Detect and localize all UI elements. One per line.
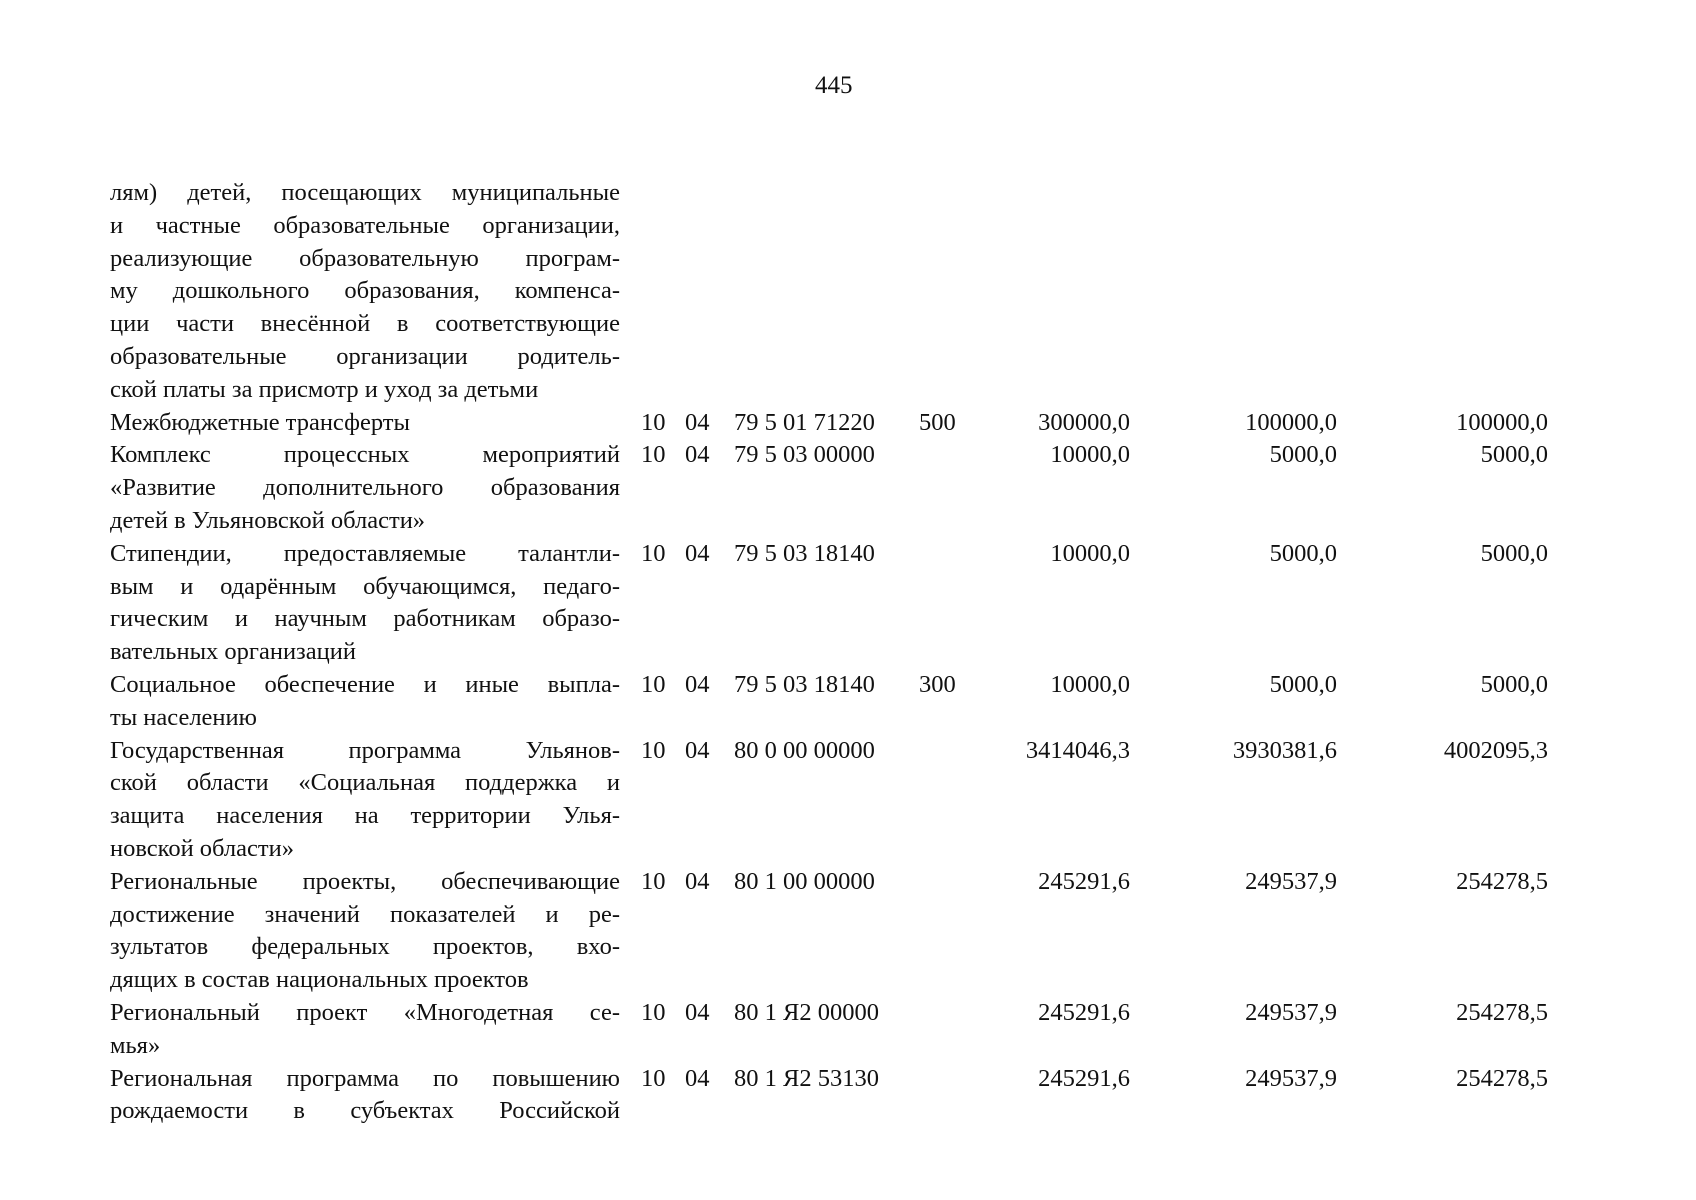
description-line: мья» <box>110 1031 161 1059</box>
table-row <box>110 407 1570 440</box>
row-description <box>110 439 620 537</box>
description-line: зультатов федеральных проектов, вхо- <box>110 933 620 961</box>
target-article-code: 80 1 Я2 53130 <box>734 1064 879 1092</box>
description-line: «Развитие дополнительного образования <box>110 474 620 502</box>
amount-year-2: 5000,0 <box>1269 670 1337 698</box>
description-line: Региональный проект «Многодетная се- <box>110 998 620 1026</box>
subsection-code: 04 <box>685 408 710 436</box>
target-article-code: 79 5 03 18140 <box>734 539 875 567</box>
description-line: Межбюджетные трансферты <box>110 408 410 436</box>
description-line: гическим и научным работникам образо- <box>110 605 620 633</box>
description-line: реализующие образовательную програм- <box>110 244 620 272</box>
section-code: 10 <box>641 408 666 436</box>
amount-year-3: 5000,0 <box>1480 539 1548 567</box>
amount-year-2: 249537,9 <box>1245 998 1337 1026</box>
row-description <box>110 407 620 440</box>
description-line: защита населения на территории Улья- <box>110 802 620 830</box>
amount-year-1: 3414046,3 <box>1025 736 1130 764</box>
description-line: и частные образовательные организации, <box>110 211 620 239</box>
amount-year-3: 5000,0 <box>1480 670 1548 698</box>
table-row <box>110 177 1570 407</box>
table-row <box>110 439 1570 537</box>
page-number: 445 <box>815 72 853 99</box>
amount-year-1: 300000,0 <box>1038 408 1130 436</box>
amount-year-3: 254278,5 <box>1456 1064 1548 1092</box>
section-code: 10 <box>641 736 666 764</box>
description-line: ты населению <box>110 703 257 731</box>
amount-year-2: 5000,0 <box>1269 539 1337 567</box>
amount-year-3: 254278,5 <box>1456 998 1548 1026</box>
table-row <box>110 538 1570 669</box>
amount-year-1: 10000,0 <box>1050 670 1130 698</box>
target-article-code: 80 1 00 00000 <box>734 867 875 895</box>
amount-year-1: 245291,6 <box>1038 998 1130 1026</box>
amount-year-2: 5000,0 <box>1269 441 1337 469</box>
description-line: Региональные проекты, обеспечивающие <box>110 867 620 895</box>
subsection-code: 04 <box>685 1064 710 1092</box>
subsection-code: 04 <box>685 670 710 698</box>
expense-type-code: 500 <box>919 408 956 436</box>
amount-year-1: 245291,6 <box>1038 1064 1130 1092</box>
amount-year-3: 100000,0 <box>1456 408 1548 436</box>
description-line: Региональная программа по повышению <box>110 1064 620 1092</box>
budget-table <box>110 177 1570 1128</box>
table-row <box>110 669 1570 735</box>
row-description <box>110 538 620 669</box>
amount-year-3: 4002095,3 <box>1443 736 1548 764</box>
subsection-code: 04 <box>685 736 710 764</box>
amount-year-1: 10000,0 <box>1050 539 1130 567</box>
subsection-code: 04 <box>685 867 710 895</box>
amount-year-3: 254278,5 <box>1456 867 1548 895</box>
amount-year-2: 249537,9 <box>1245 867 1337 895</box>
amount-year-2: 249537,9 <box>1245 1064 1337 1092</box>
amount-year-3: 5000,0 <box>1480 441 1548 469</box>
description-line: вательных организаций <box>110 638 356 666</box>
table-row <box>110 1063 1570 1129</box>
subsection-code: 04 <box>685 539 710 567</box>
description-line: вым и одарённым обучающимся, педаго- <box>110 572 620 600</box>
row-description <box>110 997 620 1063</box>
subsection-code: 04 <box>685 441 710 469</box>
description-line: Социальное обеспечение и иные выпла- <box>110 670 620 698</box>
row-description <box>110 866 620 997</box>
target-article-code: 79 5 03 18140 <box>734 670 875 698</box>
description-line: ции части внесённой в соответствующие <box>110 310 620 338</box>
description-line: достижение значений показателей и ре- <box>110 900 620 928</box>
description-line: ской области «Социальная поддержка и <box>110 769 620 797</box>
table-row <box>110 866 1570 997</box>
row-description <box>110 1063 620 1129</box>
description-line: му дошкольного образования, компенса- <box>110 277 620 305</box>
description-line: детей в Ульяновской области» <box>110 506 426 534</box>
description-line: дящих в состав национальных проектов <box>110 966 529 994</box>
target-article-code: 79 5 01 71220 <box>734 408 875 436</box>
section-code: 10 <box>641 1064 666 1092</box>
expense-type-code: 300 <box>919 670 956 698</box>
amount-year-2: 3930381,6 <box>1232 736 1337 764</box>
amount-year-2: 100000,0 <box>1245 408 1337 436</box>
description-line: новской области» <box>110 834 294 862</box>
description-line: ской платы за присмотр и уход за детьми <box>110 375 539 403</box>
target-article-code: 80 0 00 00000 <box>734 736 875 764</box>
row-description <box>110 177 620 407</box>
subsection-code: 04 <box>685 998 710 1026</box>
target-article-code: 79 5 03 00000 <box>734 441 875 469</box>
description-line: образовательные организации родитель- <box>110 342 620 370</box>
description-line: лям) детей, посещающих муниципальные <box>110 179 620 206</box>
description-line: Стипендии, предоставляемые талантли- <box>110 539 620 567</box>
amount-year-1: 245291,6 <box>1038 867 1130 895</box>
amount-year-1: 10000,0 <box>1050 441 1130 469</box>
row-description <box>110 735 620 866</box>
section-code: 10 <box>641 867 666 895</box>
table-row <box>110 997 1570 1063</box>
section-code: 10 <box>641 998 666 1026</box>
table-row <box>110 735 1570 866</box>
section-code: 10 <box>641 670 666 698</box>
description-line: Государственная программа Ульянов- <box>110 736 620 764</box>
section-code: 10 <box>641 539 666 567</box>
target-article-code: 80 1 Я2 00000 <box>734 998 879 1026</box>
description-line: Комплекс процессных мероприятий <box>110 441 620 469</box>
description-line: рождаемости в субъектах Российской <box>110 1097 620 1125</box>
row-description <box>110 669 620 735</box>
section-code: 10 <box>641 441 666 469</box>
